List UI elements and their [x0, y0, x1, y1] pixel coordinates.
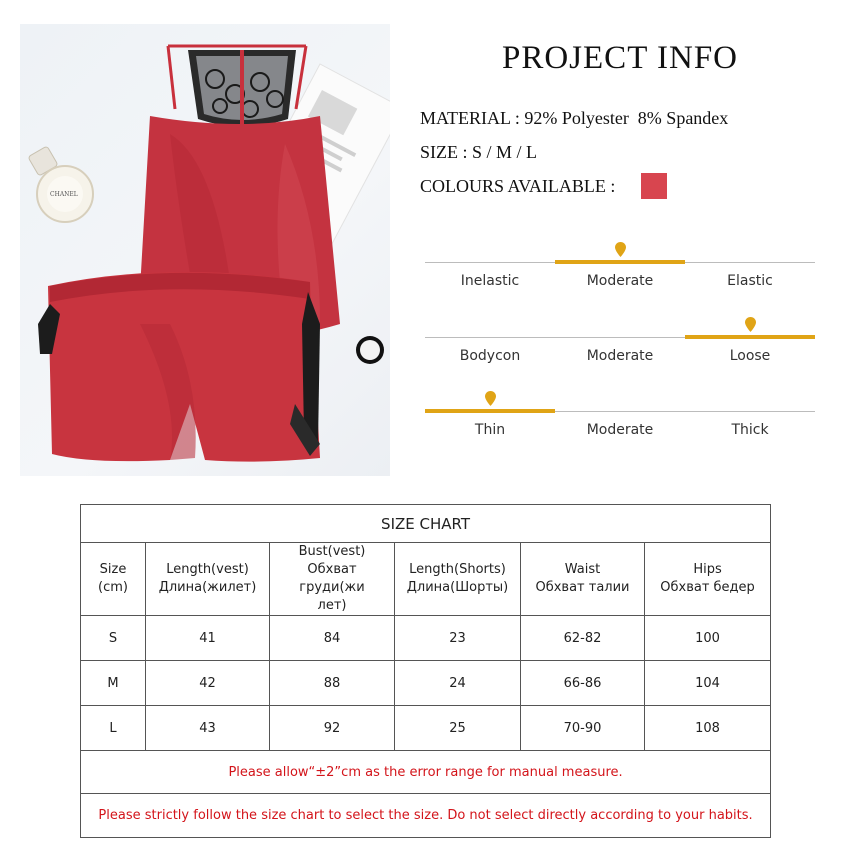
colour-swatch-red[interactable] — [641, 173, 667, 199]
header-length-vest-en: Length(vest) — [166, 562, 249, 577]
perfume-bottle-prop — [28, 146, 93, 222]
header-length-shorts — [395, 543, 521, 616]
scale-label-bodycon: Bodycon — [459, 348, 521, 364]
svg-text:CHANEL: CHANEL — [50, 191, 78, 198]
cell-waist: 62-82 — [521, 616, 645, 661]
cell-hips: 104 — [645, 661, 771, 706]
scale-label-inelastic: Inelastic — [460, 273, 520, 289]
thickness-scale — [425, 389, 815, 449]
scale-label-thin: Thin — [474, 422, 506, 438]
scale-active-segment — [555, 260, 685, 264]
material-line: MATERIAL : 92% Polyester 8% Spandex — [420, 108, 729, 128]
header-size-en: Size — [99, 562, 127, 577]
pajama-set-illustration — [20, 24, 390, 476]
colours-available-label: COLOURS AVAILABLE : — [420, 176, 616, 196]
cell-length-vest: 42 — [146, 661, 270, 706]
cell-bust: 88 — [270, 661, 395, 706]
header-size-unit: (cm) — [98, 580, 128, 595]
follow-size-chart-note: Please strictly follow the size chart to select the size. Do not select directly according to your habits. — [81, 794, 771, 838]
error-range-note: Please allow“±2”cm as the error range for manual measure. — [81, 751, 771, 794]
header-hips — [645, 543, 771, 616]
cell-length-shorts: 24 — [395, 661, 521, 706]
size-line: SIZE : S / M / L — [420, 142, 538, 162]
header-length-vest-ru: Длина(жилет) — [158, 580, 257, 595]
map-pin-icon — [485, 391, 496, 406]
compact-prop — [356, 336, 384, 364]
cell-length-shorts: 25 — [395, 706, 521, 751]
table-row — [81, 706, 771, 751]
size-chart-table — [80, 504, 771, 838]
cell-size: L — [81, 706, 146, 751]
elasticity-scale — [425, 240, 815, 300]
scale-label-moderate: Moderate — [586, 348, 654, 364]
header-length-shorts-en: Length(Shorts) — [409, 562, 506, 577]
header-waist-en: Waist — [564, 562, 601, 577]
map-pin-icon — [745, 317, 756, 332]
cell-waist: 70-90 — [521, 706, 645, 751]
header-bust-vest-ru: Обхват груди(жи — [299, 562, 365, 595]
header-waist-ru: Обхват талии — [535, 580, 630, 595]
scale-label-thick: Thick — [731, 422, 769, 438]
scale-active-segment — [685, 335, 815, 339]
size-chart-caption: SIZE CHART — [81, 505, 771, 543]
header-waist — [521, 543, 645, 616]
cell-hips: 108 — [645, 706, 771, 751]
header-length-vest — [146, 543, 270, 616]
product-photo — [20, 24, 390, 476]
cell-size: S — [81, 616, 146, 661]
cell-length-vest: 41 — [146, 616, 270, 661]
fit-scale — [425, 315, 815, 375]
scale-active-segment — [425, 409, 555, 413]
header-size — [81, 543, 146, 616]
cell-bust: 84 — [270, 616, 395, 661]
header-bust-vest-en: Bust(vest) — [298, 544, 366, 559]
header-hips-en: Hips — [693, 562, 722, 577]
cell-length-vest: 43 — [146, 706, 270, 751]
project-info-title: PROJECT INFO — [501, 40, 739, 76]
cell-bust: 92 — [270, 706, 395, 751]
scale-label-elastic: Elastic — [727, 273, 773, 289]
table-row — [81, 616, 771, 661]
scale-label-moderate: Moderate — [586, 273, 654, 289]
cell-hips: 100 — [645, 616, 771, 661]
header-bust-vest — [270, 543, 395, 616]
cell-waist: 66-86 — [521, 661, 645, 706]
header-hips-ru: Обхват бедер — [660, 580, 755, 595]
header-length-shorts-ru: Длина(Шорты) — [406, 580, 509, 595]
table-row — [81, 661, 771, 706]
cell-size: M — [81, 661, 146, 706]
scale-label-moderate: Moderate — [586, 422, 654, 438]
size-chart-header-row — [81, 543, 771, 616]
header-bust-vest-ru-cont: лет) — [317, 598, 347, 613]
scale-label-loose: Loose — [729, 348, 771, 364]
map-pin-icon — [615, 242, 626, 257]
cell-length-shorts: 23 — [395, 616, 521, 661]
